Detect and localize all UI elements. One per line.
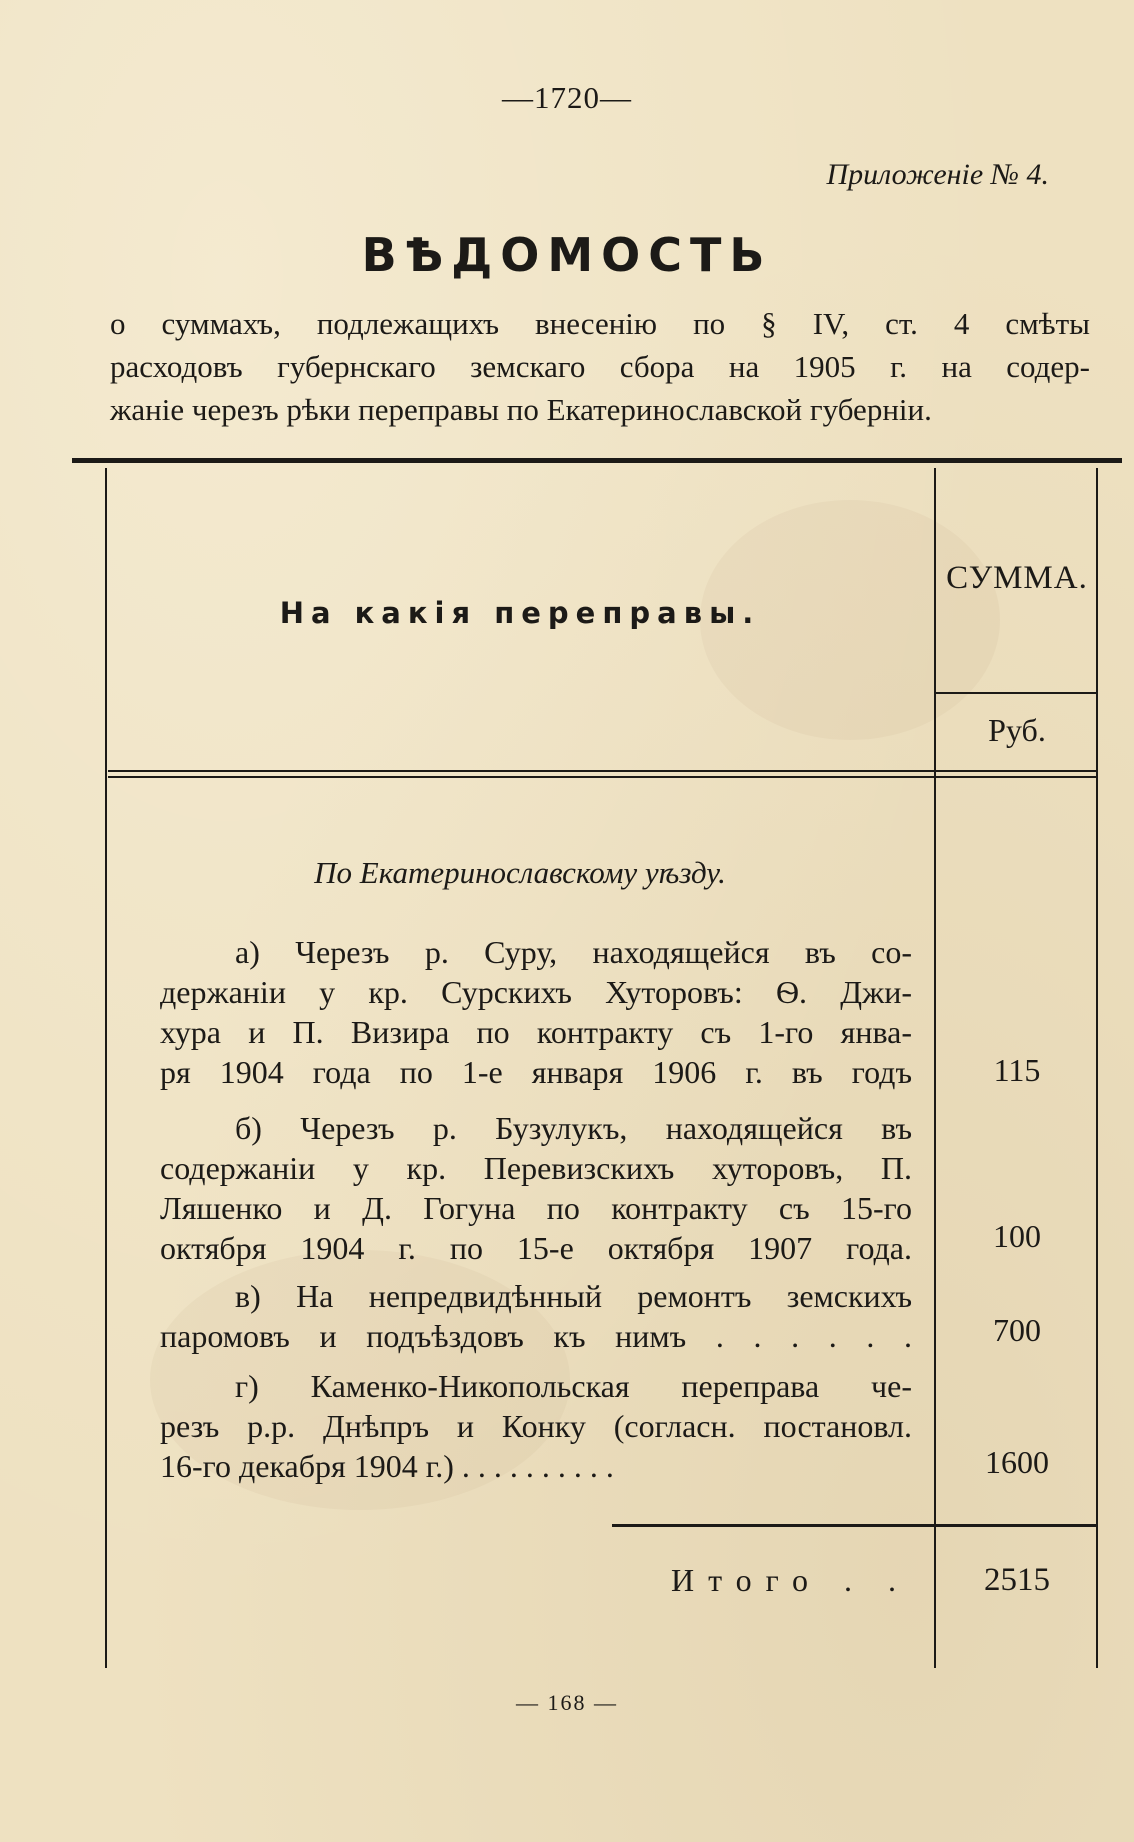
- table-row: [160, 1108, 912, 1268]
- table-right-border: [1096, 468, 1098, 1668]
- subtitle-line: жаніе черезъ рѣки переправы по Екатеринославской губерніи.: [110, 392, 932, 427]
- row-amount: 700: [993, 1312, 1041, 1348]
- header-bottom-rule-double: [108, 776, 1096, 778]
- row-amount: 115: [993, 1052, 1041, 1088]
- page-number-top: —1720—: [502, 80, 632, 115]
- row-text-line: а) Черезъ р. Суру, находящейся въ со-: [235, 934, 912, 970]
- row-amount: 1600: [985, 1444, 1049, 1480]
- column-header-unit: Руб.: [988, 712, 1046, 748]
- subtitle-line: расходовъ губернскаго земскаго сбора на 1905 г. на содер-: [110, 349, 1090, 384]
- header-bottom-rule: [108, 770, 1096, 772]
- total-value: 2515: [984, 1562, 1050, 1598]
- row-text-line: октября 1904 г. по 15-е октября 1907 года.: [160, 1230, 912, 1266]
- column-header-sum: СУММА.: [946, 560, 1088, 596]
- district-heading: По Екатеринославскому уѣзду.: [314, 855, 726, 890]
- total-rule-right: [936, 1524, 1096, 1527]
- table-top-rule: [72, 458, 1122, 463]
- row-text-line: содержаніи у кр. Перевизскихъ хуторовъ, П.: [160, 1150, 912, 1186]
- total-label: Итого . .: [671, 1562, 910, 1598]
- document-title: ВѢДОМОСТЬ: [361, 228, 773, 282]
- row-text-line: г) Каменко-Никопольская переправа че-: [235, 1368, 912, 1404]
- row-text-line: в) На непредвидѣнный ремонтъ земскихъ: [235, 1278, 912, 1314]
- table-row: [160, 932, 912, 1092]
- row-text-line: паромовъ и подъѣздовъ къ нимъ . . . . . .: [160, 1318, 912, 1354]
- table-column-divider: [934, 468, 936, 1668]
- row-text-line: хура и П. Визира по контракту съ 1-го янва-: [160, 1014, 912, 1050]
- row-text-line: 16-го декабря 1904 г.) . . . . . . . . . .: [160, 1448, 614, 1484]
- appendix-label: Приложеніе № 4.: [826, 158, 1049, 191]
- page-number-bottom: — 168 —: [516, 1690, 618, 1715]
- row-text-line: держаніи у кр. Сурскихъ Хуторовъ: Ѳ. Джи-: [160, 974, 912, 1010]
- table-row: [160, 1366, 912, 1486]
- row-text-line: ря 1904 года по 1-е января 1906 г. въ годъ: [160, 1054, 912, 1090]
- sum-unit-divider: [936, 692, 1096, 694]
- document-subtitle: [110, 302, 1090, 431]
- table-row: [160, 1276, 912, 1356]
- table-left-border: [105, 468, 107, 1668]
- total-rule-left: [612, 1524, 934, 1527]
- subtitle-line: о суммахъ, подлежащихъ внесенію по § IV, ст. 4 смѣты: [110, 306, 1090, 341]
- row-text-line: б) Черезъ р. Бузулукъ, находящейся въ: [235, 1110, 912, 1146]
- row-amount: 100: [993, 1218, 1041, 1254]
- row-text-line: резъ р.р. Днѣпръ и Конку (согласн. постановл.: [160, 1408, 912, 1444]
- column-header-crossings: На какія переправы.: [279, 596, 761, 630]
- row-text-line: Ляшенко и Д. Гогуна по контракту съ 15-го: [160, 1190, 912, 1226]
